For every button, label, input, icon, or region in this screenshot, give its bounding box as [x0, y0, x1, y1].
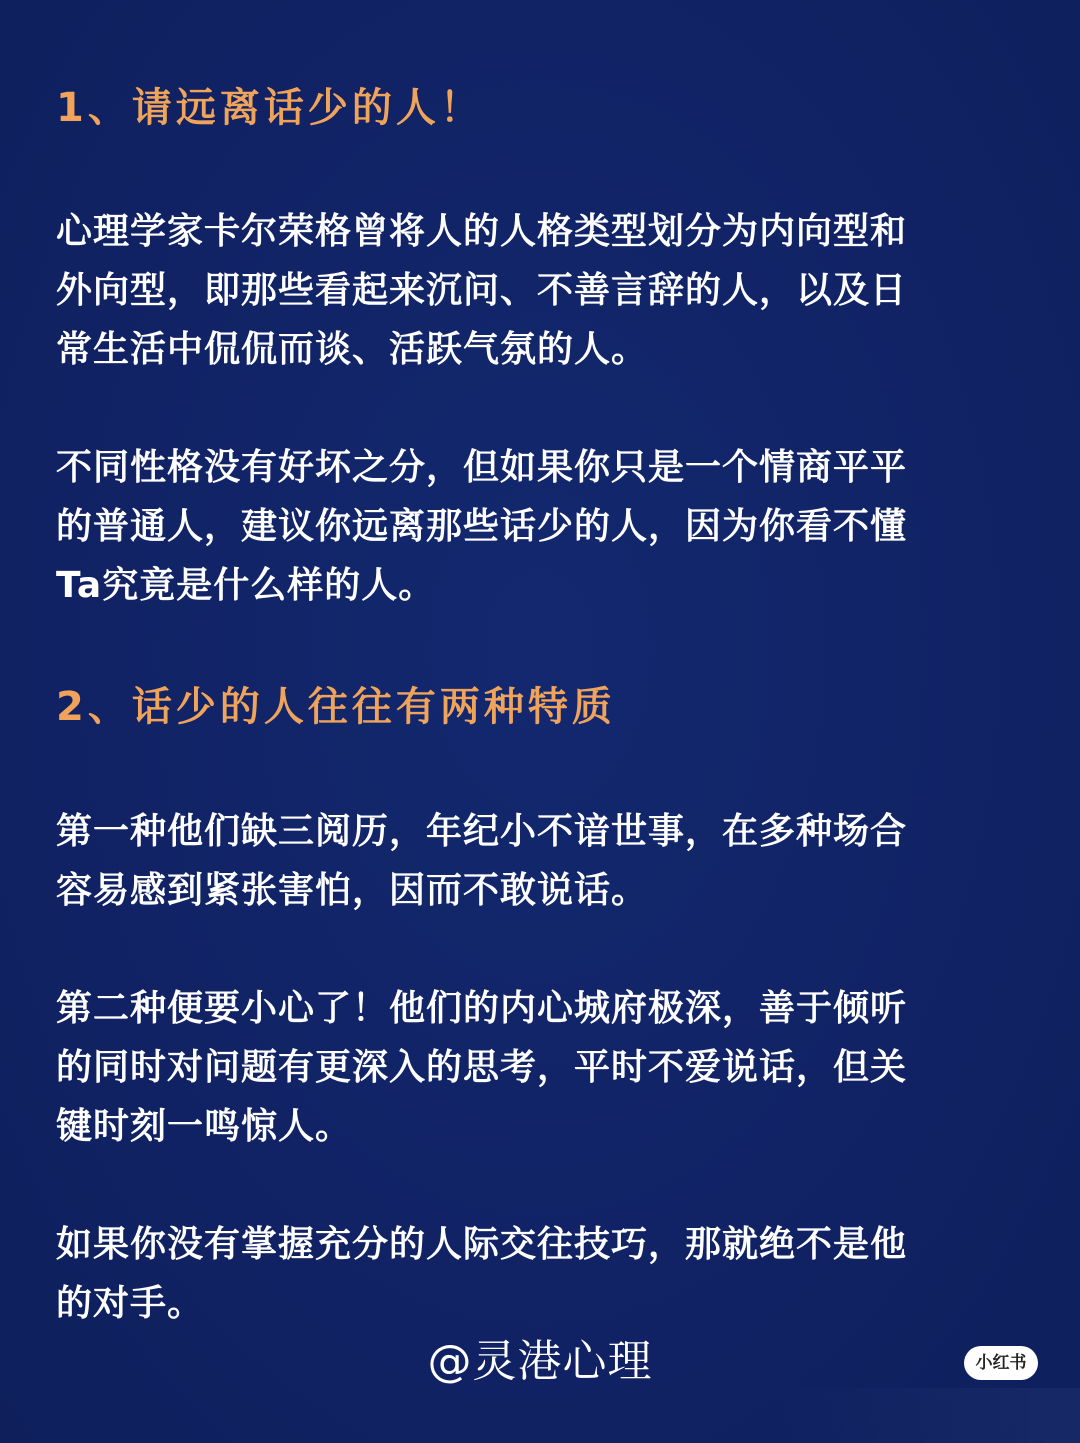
xiaohongshu-logo-badge: 小红书 — [964, 1346, 1038, 1380]
section-1-heading: 1、请远离话少的人！ — [56, 85, 484, 131]
bottom-fade — [780, 1388, 1080, 1443]
section-1-paragraph-1 — [56, 202, 1016, 379]
section-2-heading: 2、话少的人往往有两种特质 — [56, 684, 616, 730]
paragraph-line: 外向型，即那些看起来沉问、不善言辞的人，以及日 — [56, 270, 908, 311]
paragraph-line: 的同时对问题有更深入的思考，平时不爱说话，但关 — [56, 1047, 908, 1088]
paragraph-line: 第二种便要小心了！他们的内心城府极深，善于倾听 — [56, 988, 908, 1029]
paragraph-line: 第一种他们缺三阅历，年纪小不谙世事，在多种场合 — [56, 811, 908, 852]
section-1-paragraph-2 — [56, 438, 1016, 615]
paragraph-line: 的对手。 — [56, 1283, 205, 1324]
paragraph-line: 心理学家卡尔荣格曾将人的人格类型划分为内向型和 — [56, 211, 908, 252]
section-2-paragraph-3 — [56, 1215, 1016, 1333]
section-2-paragraph-2 — [56, 979, 1016, 1156]
paragraph-line: 常生活中侃侃而谈、活跃气氛的人。 — [56, 329, 649, 370]
paragraph-line: 不同性格没有好坏之分，但如果你只是一个情商平平 — [56, 447, 908, 488]
author-watermark: @灵港心理 — [427, 1336, 653, 1387]
paragraph-line: 容易感到紧张害怕，因而不敢说话。 — [56, 870, 649, 911]
paragraph-line: 如果你没有掌握充分的人际交往技巧，那就绝不是他 — [56, 1224, 908, 1265]
paragraph-line: Ta究竟是什么样的人。 — [56, 565, 436, 606]
section-2-paragraph-1 — [56, 802, 1016, 920]
paragraph-line: 的普通人，建议你远离那些话少的人，因为你看不懂 — [56, 506, 908, 547]
paragraph-line: 键时刻一鸣惊人。 — [56, 1106, 353, 1147]
